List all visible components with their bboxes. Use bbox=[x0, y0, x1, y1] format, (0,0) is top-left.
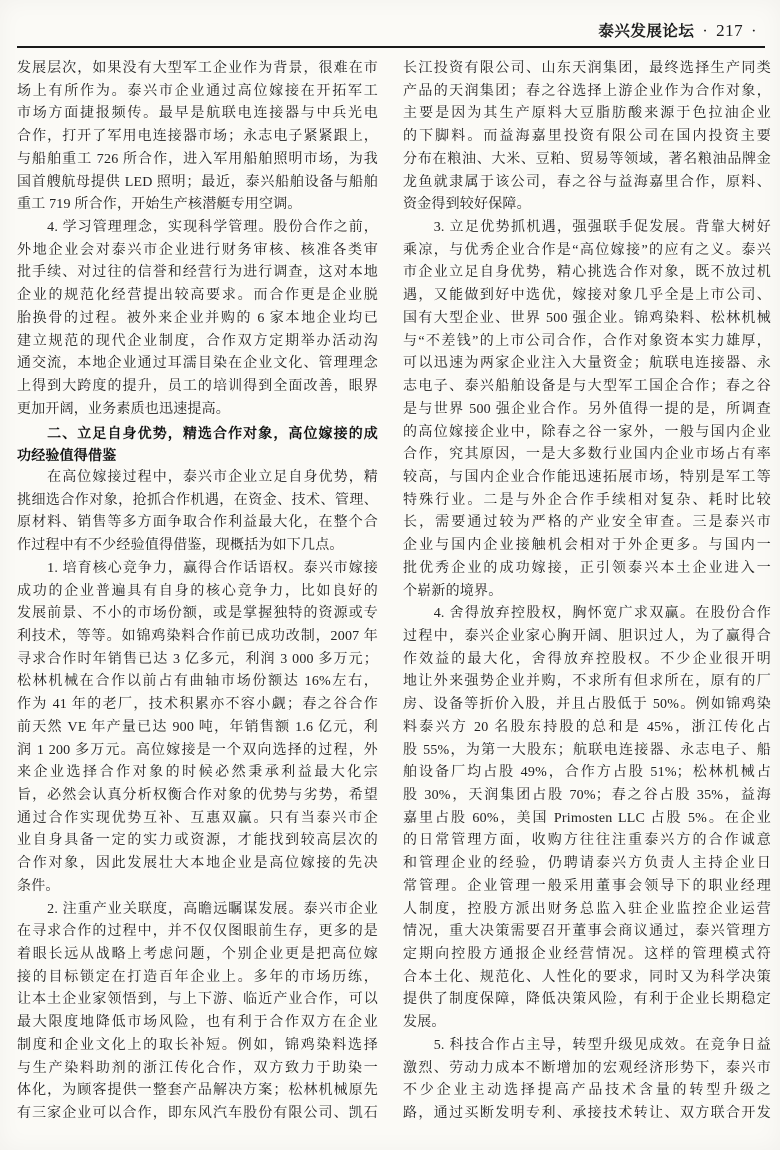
text-line: 在高位嫁接过程中，泰兴市企业立足自身优势，精 bbox=[17, 469, 378, 485]
text-line: 在寻求合作的过程中，并不仅仅图眼前生存，更多的是 bbox=[17, 924, 378, 940]
text-line: 长江投资有限公司、山东天润集团，最终选择生产同类 bbox=[403, 61, 771, 76]
text-line: 的高位嫁接企业中，除春之谷一家外，一般与国内企业 bbox=[403, 424, 771, 440]
text-line: 接的目标锁定在打造百年企业上。多年的市场历练， bbox=[17, 969, 378, 985]
page-number: 217 bbox=[716, 21, 744, 40]
text-line: 特殊行业。二是与外企合作手续相对复杂、耗时比较 bbox=[403, 492, 771, 508]
running-head bbox=[598, 19, 765, 41]
text-line: 个崭新的境界。 bbox=[403, 583, 503, 599]
section-heading-line: 二、立足自身优势，精选合作对象，高位嫁接的成 bbox=[17, 424, 378, 441]
text-line: 与船舶重工 726 所合作，进入军用船舶照明市场，为我 bbox=[17, 151, 378, 167]
text-line: 让本土企业家领悟到，与上下游、临近产业合作，可以 bbox=[17, 992, 378, 1008]
text-line: 松林机械在合作以前占有曲轴市场份额达 16%左右， bbox=[17, 674, 378, 690]
text-line: 4. 学习管理理念，实现科学管理。股份合作之前， bbox=[17, 220, 378, 236]
text-line: 有三家企业可以合作，即东风汽车股份有限公司、凯石 bbox=[17, 1106, 378, 1122]
text-line: 与生产染料助剂的浙江传化合作，双方致力于助染一 bbox=[17, 1060, 378, 1076]
text-line: 原材料、销售等多方面争取合作利益最大化，在整个合 bbox=[17, 515, 378, 531]
text-line: 激烈、劳动力成本不断增加的宏观经济形势下，泰兴市 bbox=[403, 1060, 771, 1076]
text-line: 通过合作实现优势互补、互惠双赢。只有当泰兴市企 bbox=[17, 810, 378, 826]
text-line: 提供了制度保障，降低决策风险，有利于企业长期稳定 bbox=[403, 992, 771, 1008]
journal-title: 泰兴发展论坛 bbox=[598, 23, 695, 40]
separator-dot: · bbox=[751, 23, 757, 40]
text-line: 发展层次，如果没有大型军工企业作为背景，很难在市 bbox=[17, 61, 378, 76]
text-line: 作效益的最大化，舍得放弃控股权。不少企业很开明 bbox=[403, 651, 771, 667]
text-line: 市企业立足自身优势，精心挑选合作对象，既不放过机 bbox=[403, 265, 771, 281]
text-line: 合作，打开了军用电连接器市场；永志电子紧紧跟上， bbox=[17, 129, 378, 145]
text-line: 胎换骨的过程。被外来企业并购的 6 家本地企业均已 bbox=[17, 310, 378, 326]
text-line: 成功的企业普遍具有自身的核心竞争力，比如良好的 bbox=[17, 583, 378, 599]
text-line: 产品的天润集团；春之谷选择上游企业作为合作对象， bbox=[403, 83, 771, 99]
text-line: 着眼长远从战略上考虑问题，个别企业更是把高位嫁 bbox=[17, 947, 378, 963]
text-line: 人制度，控股方派出财务总监入驻企业监控企业运营 bbox=[403, 901, 771, 917]
text-line: 2. 注重产业关联度，高瞻远瞩谋发展。泰兴市企业 bbox=[17, 901, 378, 917]
text-line: 企业与国内企业接触机会相对于外企更多。与国内一 bbox=[403, 538, 771, 554]
text-line: 的日常管理方面，收购方往往注重泰兴方的合作诚意 bbox=[403, 833, 771, 849]
text-line: 批手续、对过往的信誉和经营行为进行调查，这对本地 bbox=[17, 265, 378, 281]
text-line: 不少企业主动选择提高产品技术含量的转型升级之 bbox=[403, 1083, 771, 1099]
text-line: 和管理企业的经验，仍聘请泰兴方负责人主持企业日 bbox=[403, 856, 771, 872]
text-line: 企业的规范化经营提出较高要求。而合作更是企业脱 bbox=[17, 288, 378, 304]
text-line: 常管理。企业管理一般采用董事会领导下的职业经理 bbox=[403, 878, 771, 894]
text-line: 体化，为顾客提供一整套产品解决方案；松林机械原先 bbox=[17, 1083, 378, 1099]
text-line: 作过程中有不少经验值得借鉴，现概括为如下几点。 bbox=[17, 538, 344, 554]
text-line: 志电子、泰兴船舶设备是与大型军工国企合作；春之谷 bbox=[403, 379, 771, 395]
text-line: 最大限度地降低市场风险，也有利于合作双方在企业 bbox=[17, 1015, 378, 1031]
text-line: 资金得到较好保障。 bbox=[403, 197, 531, 213]
text-line: 条件。 bbox=[17, 878, 60, 894]
text-line: 建立规范的现代企业制度，合作双方定期举办活动沟 bbox=[17, 333, 378, 349]
text-line: 较高，与国内企业合作能迅速拓展市场，特别是军工等 bbox=[403, 469, 771, 485]
text-line: 5. 科技合作占主导，转型升级见成效。在竞争日益 bbox=[403, 1037, 771, 1053]
text-line: 龙鱼就隶属于该公司，春之谷与益海嘉里合作，原料、 bbox=[403, 174, 771, 190]
text-line: 舶设备厂均占股 49%，合作方占股 51%；松林机械占 bbox=[403, 765, 771, 781]
text-line: 外地企业会对泰兴市企业进行财务审核、核准各类审 bbox=[17, 242, 378, 258]
text-line: 长，需要通过较为严格的产业安全审查。三是泰兴市 bbox=[403, 515, 771, 531]
text-line: 的下脚料。而益海嘉里投资有限公司在国内投资主要 bbox=[403, 129, 771, 145]
text-line: 4. 舍得放弃控股权，胸怀宽广求双赢。在股份合作 bbox=[403, 606, 771, 622]
text-line: 更加开阔，业务素质也迅速提高。 bbox=[17, 401, 230, 417]
text-line: 挑细选合作对象，抢抓合作机遇，在资金、技术、管理、 bbox=[17, 492, 378, 508]
text-line: 股 55%，为第一大股东；航联电连接器、永志电子、船 bbox=[403, 742, 771, 758]
text-line: 场上有所作为。泰兴市企业通过高位嫁接在开拓军工 bbox=[17, 83, 378, 99]
text-line: 股 30%，天润集团占股 70%；春之谷占股 35%，益海 bbox=[403, 788, 771, 803]
text-line: 定期向控股方通报企业经营情况。这样的管理模式符 bbox=[403, 947, 771, 963]
text-line: 可以迅速为两家企业注入大量资金；航联电连接器、永 bbox=[403, 356, 771, 372]
text-line: 批优秀企业的成功嫁接，正引领泰兴本土企业进入一 bbox=[403, 560, 771, 576]
text-line: 来企业选择合作对象的时候必然秉承利益最大化宗 bbox=[17, 765, 378, 781]
text-line: 嘉里占股 60%，美国 Primosten LLC 占股 5%。在企业 bbox=[403, 810, 771, 826]
text-line: 制度和企业文化上的取长补短。例如，锦鸡染料选择 bbox=[17, 1037, 378, 1053]
text-line: 是与世界 500 强企业合作。另外值得一提的是，所调查 bbox=[403, 401, 771, 417]
text-line: 乘凉，与优秀企业合作是“高位嫁接”的应有之义。泰兴 bbox=[403, 242, 771, 258]
text-line: 地让外来强势企业并购，不求所有但求所在，原有的厂 bbox=[403, 674, 771, 690]
text-line: 3. 立足优势抓机遇，强强联手促发展。背靠大树好 bbox=[403, 220, 771, 236]
text-column-right bbox=[403, 58, 771, 1126]
text-line: 旨，必然会认真分析权衡合作对象的优势与劣势，希望 bbox=[17, 788, 378, 803]
text-line: 情况，重大决策需要召开董事会商议通过，泰兴管理方 bbox=[403, 924, 771, 940]
text-line: 润 1 200 多万元。高位嫁接是一个双向选择的过程，外 bbox=[17, 742, 378, 758]
separator-dot: · bbox=[702, 23, 709, 40]
text-line: 发展前景、不小的市场份额，或是掌握独特的资源或专 bbox=[17, 606, 378, 622]
text-line: 房、设备等折价入股，并且占股低于 50%。例如锦鸡染 bbox=[403, 697, 771, 713]
page-body bbox=[17, 58, 771, 1126]
text-line: 寻求合作时年销售已达 3 亿多元，利润 3 000 多万元； bbox=[17, 651, 378, 667]
text-line: 主要是因为其生产原料大豆脂肪酸来源于色拉油企业 bbox=[403, 106, 771, 122]
text-line: 过程中，泰兴企业家心胸开阔、胆识过人，为了赢得合 bbox=[403, 628, 771, 644]
text-line: 上得到大跨度的提升，员工的培训得到全面改善，眼界 bbox=[17, 379, 378, 395]
text-line: 合作，究其原因，一是大多数行业国内企业市场占有率 bbox=[403, 447, 771, 463]
header-rule bbox=[17, 46, 765, 48]
section-heading-line: 功经验值得借鉴 bbox=[17, 447, 117, 464]
text-line: 前天然 VE 年产量已达 900 吨，年销售额 1.6 亿元，利 bbox=[17, 719, 378, 735]
text-line: 市场方面捷报频传。最早是航联电连接器与中兵光电 bbox=[17, 106, 378, 122]
text-line: 国首艘航母提供 LED 照明；最近，泰兴船舶设备与船舶 bbox=[17, 174, 378, 190]
text-line: 与“不差钱”的上市公司合作，合作对象资本实力雄厚， bbox=[403, 333, 771, 349]
text-column-left bbox=[17, 58, 378, 1126]
text-line: 料泰兴方 20 名股东持股的总和是 45%，浙江传化占 bbox=[403, 719, 771, 735]
text-line: 利技术，等等。如锦鸡染料合作前已成功改制，2007 年 bbox=[17, 628, 378, 644]
text-line: 合作对象，因此发展壮大本地企业是高位嫁接的先决 bbox=[17, 856, 378, 872]
text-line: 分布在粮油、大米、豆粕、贸易等领域，著名粮油品牌金 bbox=[403, 151, 771, 167]
text-line: 国有大型企业、世界 500 强企业。锦鸡染料、松林机械 bbox=[403, 310, 771, 326]
text-line: 遇，又能做到好中选优，嫁接对象几乎全是上市公司、 bbox=[403, 288, 771, 304]
text-line: 作为 41 年的老厂，技术积累亦不容小觑；春之谷合作 bbox=[17, 697, 378, 713]
text-line: 发展。 bbox=[403, 1015, 446, 1031]
text-line: 重工 719 所合作，开始生产核潜艇专用空调。 bbox=[17, 197, 302, 213]
text-line: 业自身具备一定的实力或资源，才能找到较高层次的 bbox=[17, 833, 378, 849]
text-line: 1. 培育核心竞争力，赢得合作话语权。泰兴市嫁接 bbox=[17, 560, 378, 576]
text-line: 通交流，本地企业通过耳濡目染在企业文化、管理理念 bbox=[17, 356, 378, 372]
text-line: 合本土化、规范化、人性化的要求，同时又为科学决策 bbox=[403, 969, 771, 985]
text-line: 路，通过买断发明专利、承接技术转让、双方联合开发 bbox=[403, 1106, 771, 1122]
